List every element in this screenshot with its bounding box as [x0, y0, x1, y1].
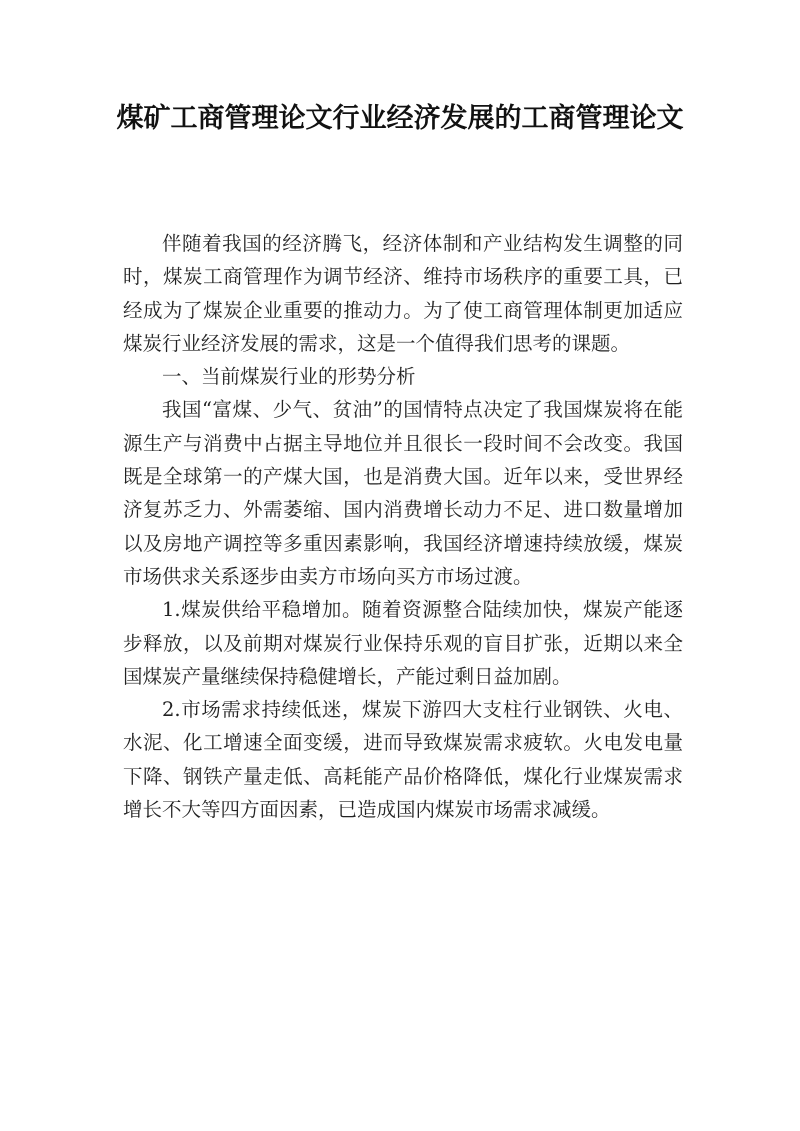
situation-paragraph: 我国“富煤、少气、贫油”的国情特点决定了我国煤炭将在能源生产与消费中占据主导地位并且很长一段时间不会改变。我国既是全球第一的产煤大国，也是消费大国。近年以来，受世界经济复苏乏力、外需萎缩、国内消费增长动力不足、进口数量增加以及房地产调控等多重因素影响，我国经济增速持续放缓，煤炭市场供求关系逐步由卖方市场向买方市场过渡。 [123, 398, 683, 588]
document-body [123, 227, 683, 826]
demand-paragraph: 2.市场需求持续低迷，煤炭下游四大支柱行业钢铁、火电、水泥、化工增速全面变缓，进而导致煤炭需求疲软。火电发电量下降、钢铁产量走低、高耗能产品价格降低，煤化行业煤炭需求增长不大等四方面因素，已造成国内煤炭市场需求减缓。 [123, 698, 683, 822]
supply-paragraph: 1.煤炭供给平稳增加。随着资源整合陆续加快，煤炭产能逐步释放，以及前期对煤炭行业保持乐观的盲目扩张，近期以来全国煤炭产量继续保持稳健增长，产能过剩日益加剧。 [123, 598, 683, 688]
document-title: 煤矿工商管理论文行业经济发展的工商管理论文 [116, 103, 684, 134]
section-heading: 一、当前煤炭行业的形势分析 [162, 365, 416, 389]
intro-paragraph: 伴随着我国的经济腾飞，经济体制和产业结构发生调整的同时，煤炭工商管理作为调节经济、维持市场秩序的重要工具，已经成为了煤炭企业重要的推动力。为了使工商管理体制更加适应煤炭行业经济发展的需求，这是一个值得我们思考的课题。 [123, 232, 683, 355]
